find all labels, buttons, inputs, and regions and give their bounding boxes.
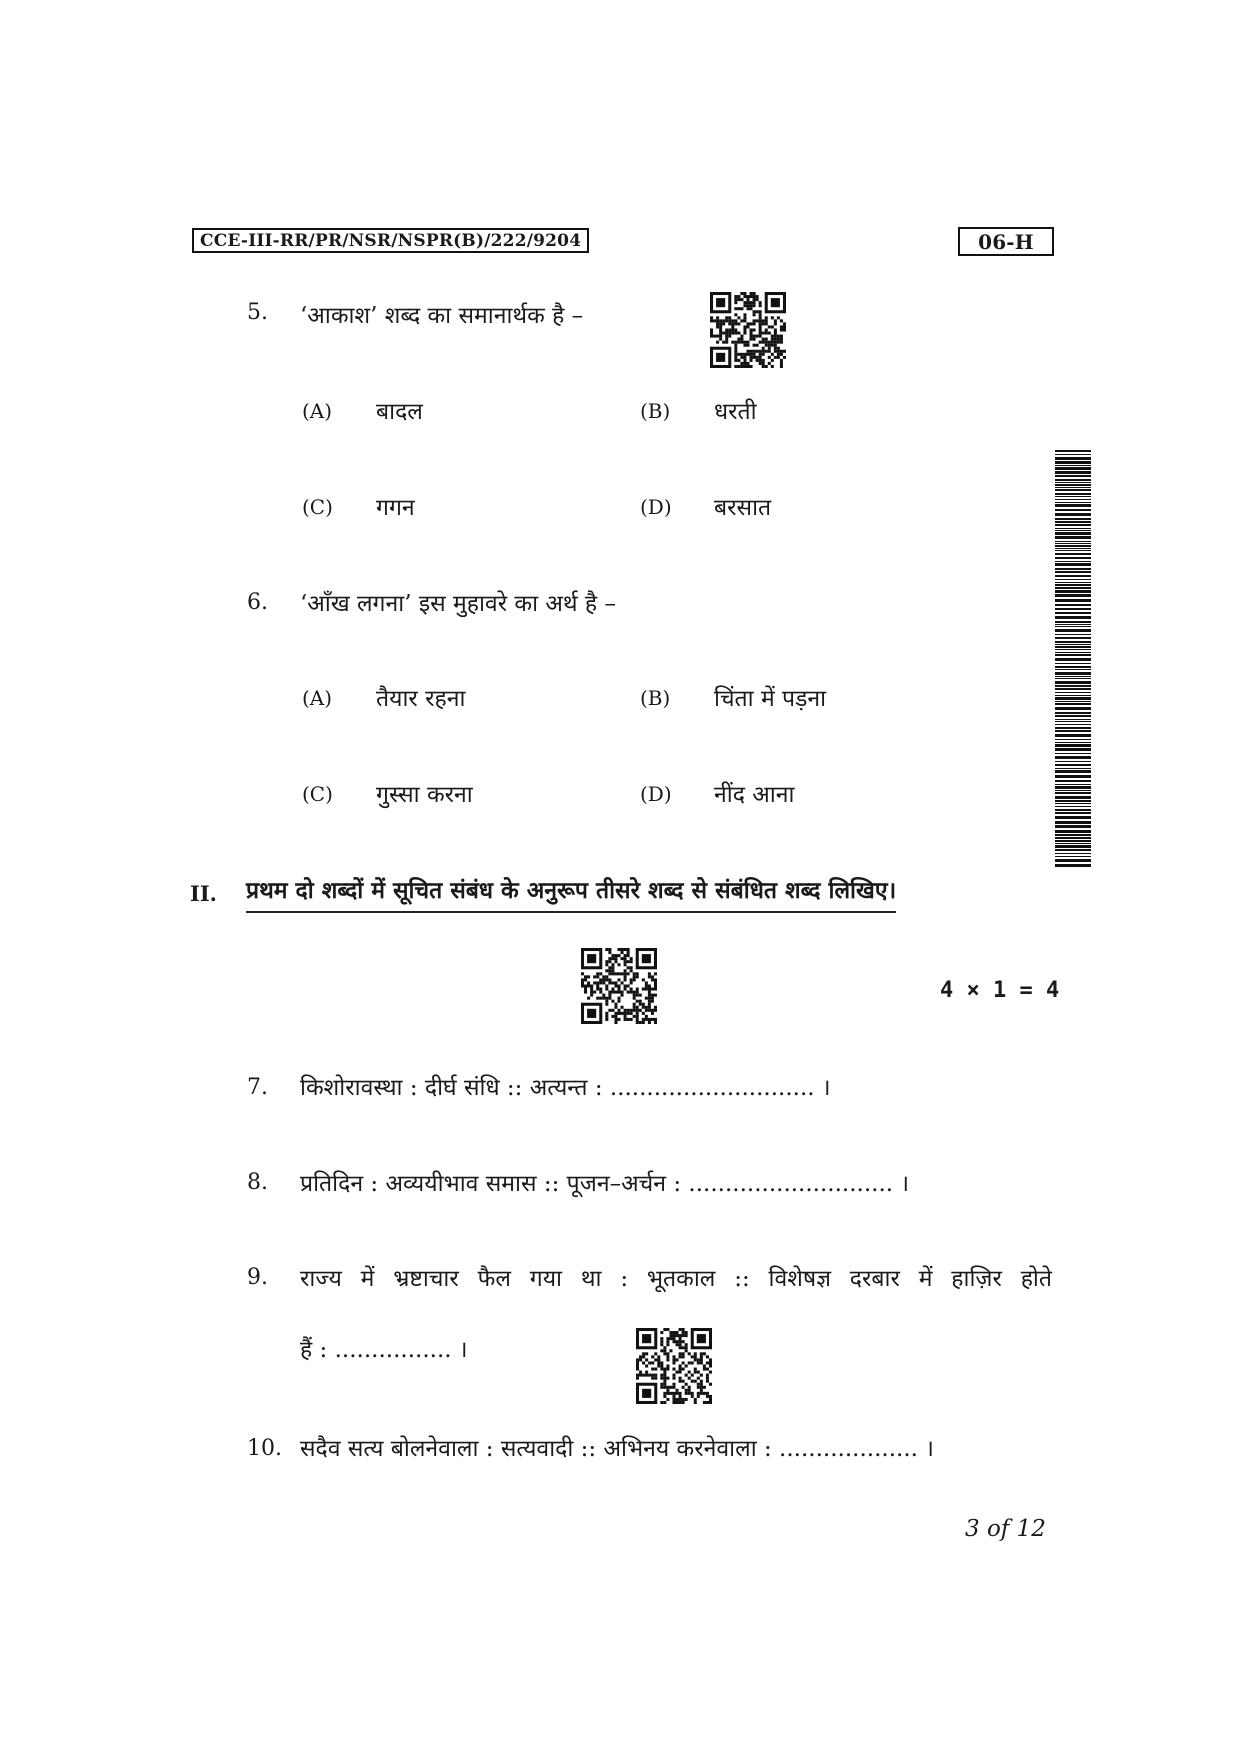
question-text: ‘आँख लगना’ इस मुहावरे का अर्थ है – <box>300 591 616 617</box>
question-text: ‘आकाश’ शब्द का समानार्थक है – <box>300 303 584 329</box>
qr-code-icon <box>581 948 657 1024</box>
option-letter: (C) <box>302 495 333 519</box>
option-letter: (D) <box>640 495 672 519</box>
paper-code: CCE-III-RR/PR/NSR/NSPR(B)/222/9204 <box>192 228 589 253</box>
question-number: 10. <box>247 1436 282 1461</box>
qr-code-icon <box>710 292 786 368</box>
barcode-icon <box>1055 450 1091 870</box>
question-text: राज्य में भ्रष्टाचार फैल गया था : भूतकाल :: विशेषज्ञ दरबार में हाज़िर होते <box>300 1266 1052 1292</box>
option-letter: (A) <box>302 686 333 710</box>
question-text: किशोरावस्था : दीर्घ संधि :: अत्यन्त : ............................ । <box>300 1075 831 1101</box>
option-text: चिंता में पड़ना <box>714 686 827 712</box>
qr-code-icon <box>636 1328 712 1404</box>
page-number: 3 of 12 <box>965 1516 1046 1542</box>
marks-allocation: 4 × 1 = 4 <box>940 978 1060 1003</box>
option-letter: (B) <box>640 399 671 423</box>
option-letter: (C) <box>302 782 333 806</box>
option-letter: (A) <box>302 399 333 423</box>
section-number: II. <box>190 881 217 906</box>
question-text: प्रतिदिन : अव्ययीभाव समास :: पूजन–अर्चन : ............................ । <box>300 1171 910 1197</box>
option-text: बरसात <box>714 495 772 521</box>
option-text: गगन <box>376 495 415 521</box>
question-number: 7. <box>247 1075 268 1100</box>
question-text-continued: हैं : ................ । <box>300 1337 468 1363</box>
question-number: 5. <box>247 300 268 325</box>
option-text: बादल <box>376 399 423 425</box>
option-letter: (D) <box>640 782 672 806</box>
option-text: नींद आना <box>714 782 795 808</box>
option-text: तैयार रहना <box>376 686 466 712</box>
option-text: गुस्सा करना <box>376 782 473 808</box>
question-text: सदैव सत्य बोलनेवाला : सत्यवादी :: अभिनय करनेवाला : ................... । <box>300 1436 934 1462</box>
option-text: धरती <box>714 399 757 425</box>
question-number: 8. <box>247 1170 268 1195</box>
question-number: 9. <box>247 1265 268 1290</box>
section-title: प्रथम दो शब्दों में सूचित संबंध के अनुरूप तीसरे शब्द से संबंधित शब्द लिखिए। <box>246 873 896 913</box>
option-letter: (B) <box>640 686 671 710</box>
question-number: 6. <box>247 590 268 615</box>
version-code: 06-H <box>958 227 1054 256</box>
